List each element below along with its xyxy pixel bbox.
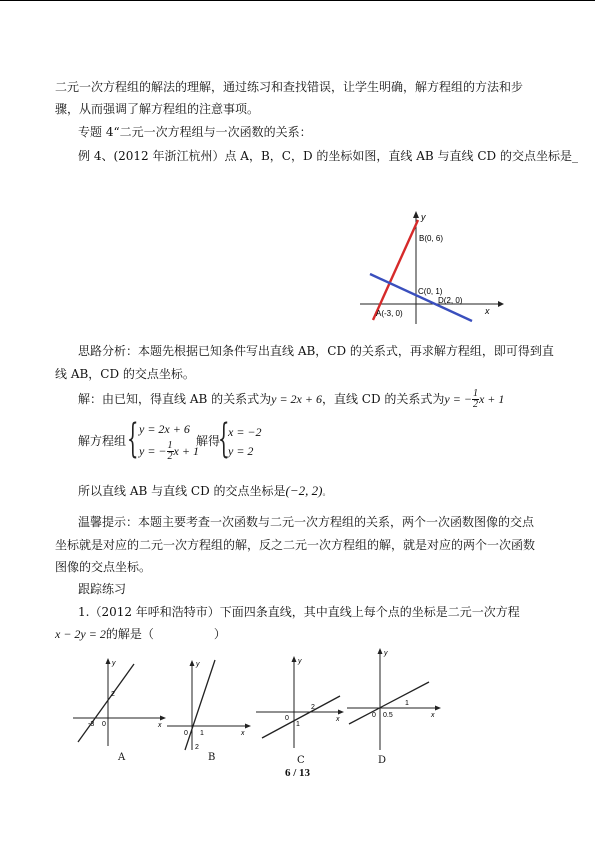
fig1-axes bbox=[360, 211, 504, 324]
svg-text:y: y bbox=[298, 658, 302, 665]
solution-brace: { bbox=[218, 416, 230, 462]
question-1-cont: x − 2y = 2的解是（ ） bbox=[55, 627, 226, 641]
svg-text:1: 1 bbox=[296, 721, 300, 728]
ab-equation: y = 2x + 6 bbox=[271, 392, 322, 406]
equation-x-2y: x − 2y = 2 bbox=[55, 627, 106, 641]
svg-text:2: 2 bbox=[111, 691, 115, 698]
option-a-graph bbox=[70, 656, 168, 748]
example-figure bbox=[360, 208, 510, 326]
svg-text:x: x bbox=[431, 712, 435, 719]
label-b: B(0, 6) bbox=[419, 234, 444, 243]
topic-heading: 专题 4“二元一次方程组与一次函数的关系： bbox=[78, 125, 312, 139]
line-ab bbox=[373, 220, 418, 320]
svg-text:0.5: 0.5 bbox=[383, 712, 393, 719]
tip-line-2: 坐标就是对应的二元一次方程组的解，反之二元一次方程组的解，就是对应的两个一次函数 bbox=[55, 538, 536, 552]
practice-title: 跟踪练习 bbox=[78, 582, 127, 596]
svg-text:0: 0 bbox=[184, 730, 188, 737]
option-c-line bbox=[262, 696, 340, 738]
solution-line: 解：由已知，得直线 AB 的关系式为y = 2x + 6，直线 CD 的关系式为y = − $\frac{1}{2}$ x + 1 bbox=[78, 388, 505, 410]
paragraph-line-1: 二元一次方程组的解法的理解，通过练习和查找错误，让学生明确，解方程组的方法和步 bbox=[55, 80, 524, 94]
fig1-y-label: y bbox=[421, 212, 426, 222]
system-eq-1: y = 2x + 6 bbox=[139, 422, 190, 436]
example-question: 例 4、(2012 年浙江杭州）点 A，B，C，D 的坐标如图，直线 AB 与直线 CD 的交点坐标是_ bbox=[78, 149, 578, 163]
svg-text:-3: -3 bbox=[88, 721, 95, 728]
question-1: 1.（2012 年呼和浩特市）下面四条直线，其中直线上每个点的坐标是二元一次方程 bbox=[78, 605, 520, 619]
svg-text:y: y bbox=[384, 650, 388, 657]
svg-text:1: 1 bbox=[200, 730, 204, 737]
svg-text:x: x bbox=[241, 730, 245, 737]
svg-text:0: 0 bbox=[372, 712, 376, 719]
tip-line-3: 图像的交点坐标。 bbox=[55, 560, 152, 574]
intersection-value: (−2, 2) bbox=[285, 483, 323, 498]
page-number: 6 / 13 bbox=[284, 767, 311, 779]
option-d-label: D bbox=[378, 755, 387, 766]
svg-text:1: 1 bbox=[405, 700, 409, 707]
conclusion: 所以直线 AB 与直线 CD 的交点坐标是(−2, 2)。 bbox=[78, 483, 331, 498]
option-a-label: A bbox=[118, 752, 126, 763]
option-b-label: B bbox=[208, 752, 216, 763]
analysis-line-1: 思路分析：本题先根据已知条件写出直线 AB，CD 的关系式，再求解方程组，即可得到直 bbox=[78, 344, 554, 358]
option-b-graph bbox=[165, 656, 253, 752]
option-d-graph bbox=[345, 646, 445, 752]
fraction-half: $\frac{1}{2}$ bbox=[472, 388, 478, 410]
solve-label: 解方程组 bbox=[78, 434, 127, 448]
svg-text:y: y bbox=[112, 660, 116, 667]
option-a-line bbox=[78, 664, 134, 742]
label-a: A(-3, 0) bbox=[376, 309, 403, 318]
svg-text:x: x bbox=[336, 716, 340, 723]
paragraph-line-2: 骤，从而强调了解方程组的注意事项。 bbox=[55, 102, 260, 116]
system-eq-2: y = − $\frac{1}{2}$ x + 1 bbox=[139, 440, 199, 462]
fig1-x-label: x bbox=[485, 306, 490, 316]
system-brace: { bbox=[127, 416, 139, 462]
svg-text:y: y bbox=[196, 661, 200, 668]
option-c-graph bbox=[254, 654, 346, 750]
solution-y: y = 2 bbox=[228, 444, 254, 458]
page-top-rule bbox=[0, 0, 595, 1]
solution-x: x = −2 bbox=[228, 425, 262, 439]
option-c-label: C bbox=[297, 755, 305, 766]
svg-text:2: 2 bbox=[195, 744, 199, 751]
label-d: D(2, 0) bbox=[438, 296, 463, 305]
svg-text:0: 0 bbox=[285, 715, 289, 722]
analysis-line-2: 线 AB，CD 的交点坐标。 bbox=[55, 367, 195, 381]
get-label: 解得 bbox=[196, 434, 221, 448]
svg-text:0: 0 bbox=[102, 721, 106, 728]
svg-text:2: 2 bbox=[311, 704, 315, 711]
label-c: C(0, 1) bbox=[418, 287, 443, 296]
svg-text:x: x bbox=[158, 722, 162, 729]
tip-line-1: 温馨提示：本题主要考查一次函数与二元一次方程组的关系，两个一次函数图像的交点 bbox=[78, 515, 535, 529]
